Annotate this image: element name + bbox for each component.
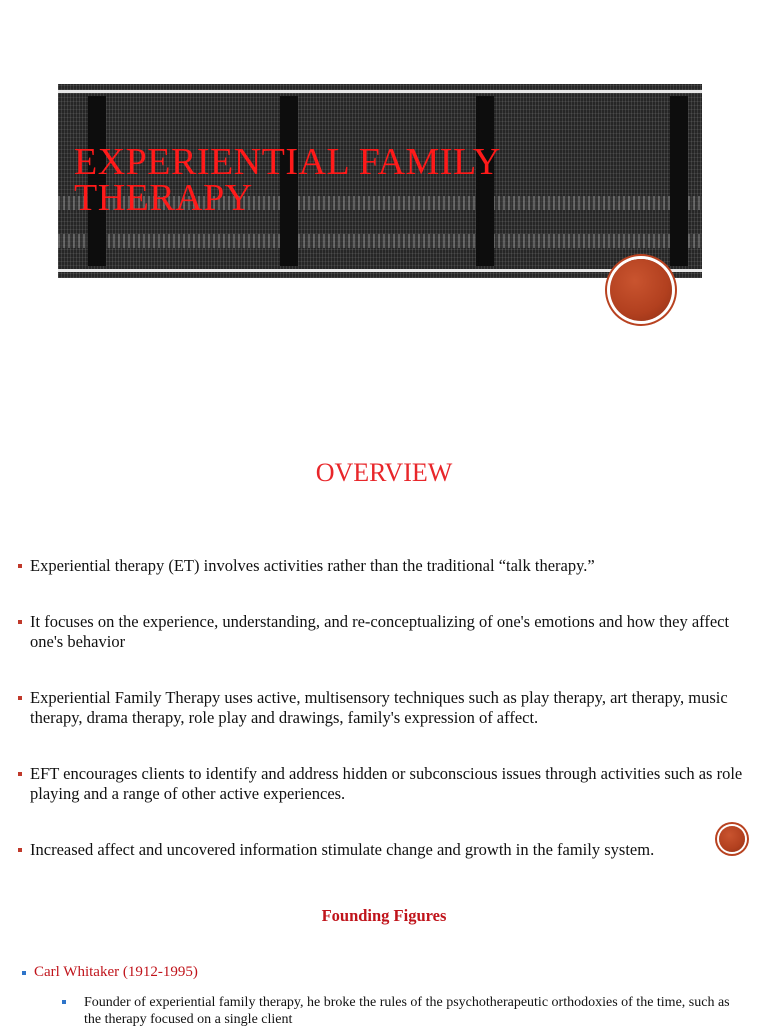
founder-name (22, 964, 198, 981)
slide-title-line: EXPERIENTIAL FAMILY (74, 141, 501, 183)
founding-figures-heading: Founding Figures (321, 906, 447, 925)
bullet-square-icon (18, 772, 22, 776)
list-item (18, 612, 758, 652)
overview-bullet-list (18, 556, 758, 896)
banner-top-rule (58, 90, 702, 93)
title-slide (0, 0, 768, 400)
bullet-square-icon (18, 696, 22, 700)
decorative-orb (719, 826, 745, 852)
list-item (18, 840, 758, 860)
bullet-square-icon (18, 564, 22, 568)
bullet-text: It focuses on the experience, understanding, and re-conceptualizing of one's emotions and how they affect one's behavior (30, 612, 730, 651)
bullet-text: EFT encourages clients to identify and address hidden or subconscious issues through activities such as role playing and a range of other active experiences. (30, 764, 743, 803)
bullet-text: Experiential therapy (ET) involves activities rather than the traditional “talk therapy.” (30, 556, 595, 575)
bullet-square-icon (18, 848, 22, 852)
banner-column (670, 96, 688, 266)
founder-detail-text: Founder of experiential family therapy, he broke the rules of the psychotherapeutic orthodoxies of the time, such as the therapy focused on a single client (84, 995, 730, 1027)
founder-detail (62, 994, 742, 1028)
bullet-square-icon (62, 1000, 66, 1004)
title-banner (58, 84, 702, 278)
overview-heading: OVERVIEW (315, 458, 453, 487)
slide-title-line: THERAPY (74, 177, 253, 219)
bullet-text: Experiential Family Therapy uses active, multisensory techniques such as play therapy, art therapy, music therapy, drama therapy, role play and drawings, family's expression of affect. (30, 688, 728, 727)
list-item (18, 688, 758, 728)
founder-name-text: Carl Whitaker (1912-1995) (34, 964, 198, 980)
slide-title (74, 141, 501, 219)
banner-bottom-rule (58, 269, 702, 272)
bullet-square-icon (22, 971, 26, 975)
bullet-square-icon (18, 620, 22, 624)
banner-texture-band (58, 234, 702, 248)
list-item (18, 764, 758, 804)
decorative-orb (610, 259, 672, 321)
list-item (18, 556, 758, 576)
bullet-text: Increased affect and uncovered information stimulate change and growth in the family system. (30, 840, 655, 859)
overview-slide (0, 400, 768, 1027)
